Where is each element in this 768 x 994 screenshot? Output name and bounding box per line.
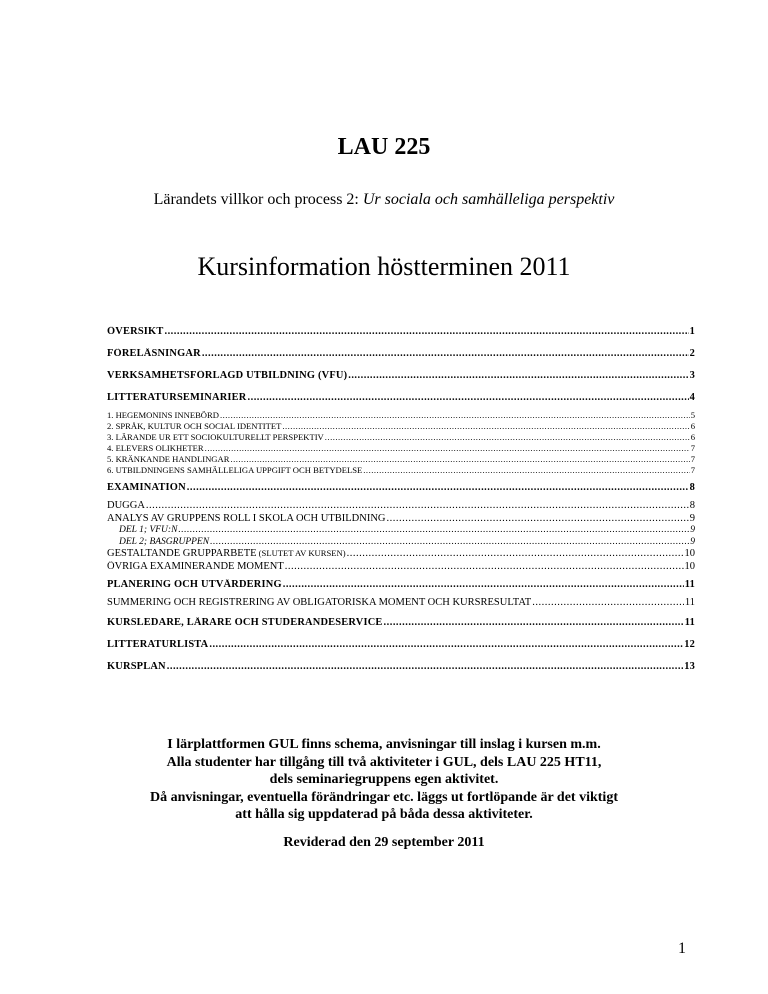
toc-entry-planering[interactable] (107, 579, 695, 592)
table-of-contents (107, 326, 695, 683)
toc-entry-examination[interactable] (107, 482, 695, 495)
toc-page-number: 10 (684, 548, 695, 559)
toc-leader (202, 348, 689, 359)
document-heading: Kursinformation höstterminen 2011 (197, 252, 571, 281)
toc-page-number: 8 (689, 482, 695, 493)
toc-leader (325, 432, 690, 442)
toc-label: LITTERATURLISTA (107, 638, 209, 650)
toc-entry-topic-4[interactable] (107, 443, 695, 454)
toc-leader (205, 443, 690, 453)
toc-leader (178, 525, 689, 535)
gul-notice (0, 736, 768, 824)
course-code-title: LAU 225 (337, 134, 431, 160)
toc-entry-litteraturseminarier[interactable] (107, 392, 695, 405)
toc-label: DUGGA (107, 500, 145, 511)
toc-leader (210, 537, 689, 547)
toc-page-number: 1 (689, 326, 695, 337)
toc-page-number: 12 (684, 638, 695, 650)
subtitle-italic: Ur sociala och samhälleliga perspektiv (362, 191, 615, 208)
toc-label-main: GESTALTANDE GRUPPARBETE (107, 548, 257, 559)
revision-date: Reviderad den 29 september 2011 (283, 835, 485, 850)
toc-label-suffix: (SLUTET AV KURSEN) (256, 548, 346, 558)
toc-page-number: 10 (684, 560, 695, 572)
toc-page-number: 5 (690, 410, 695, 420)
toc-label: 4. ELEVERS OLIKHETER (107, 443, 204, 453)
toc-leader (532, 597, 684, 608)
toc-entry-oversikt[interactable] (107, 326, 695, 339)
toc-leader (347, 548, 684, 559)
toc-label: ÖVRIGA EXAMINERANDE MOMENT (107, 560, 284, 572)
toc-page-number: 11 (684, 597, 695, 608)
toc-page-number: 7 (690, 443, 695, 453)
toc-page-number: 7 (690, 465, 695, 475)
toc-leader (146, 500, 689, 511)
toc-leader (363, 465, 689, 475)
toc-entry-del-1[interactable] (107, 525, 695, 537)
toc-entry-analys[interactable] (107, 513, 695, 526)
toc-page-number: 11 (684, 616, 695, 628)
toc-entry-ovriga[interactable] (107, 561, 695, 574)
toc-page-number: 6 (690, 421, 695, 431)
notice-line-3: dels seminariegruppens egen aktivitet. (269, 772, 499, 787)
toc-page-number: 9 (689, 512, 695, 524)
subtitle-regular: Lärandets villkor och process 2: (153, 191, 363, 208)
toc-entry-topic-1[interactable] (107, 410, 695, 421)
toc-label: PLANERING OCH UTVÄRDERING (107, 579, 282, 590)
notice-line-2: Alla studenter har tillgång till två aktiviteter i GUL, dels LAU 225 HT11, (166, 754, 602, 770)
toc-label: LITTERATURSEMINARIER (107, 392, 247, 403)
toc-label (107, 548, 347, 559)
toc-entry-topic-6[interactable] (107, 465, 695, 476)
toc-label: SUMMERING OCH REGISTRERING AV OBLIGATORISKA MOMENT OCH KURSRESULTAT (107, 597, 532, 608)
toc-label: 2. SPRÅK, KULTUR OCH SOCIAL IDENTITET (107, 421, 282, 431)
toc-page-number: 8 (689, 500, 695, 511)
toc-page-number: 6 (690, 432, 695, 442)
toc-entry-summering[interactable] (107, 597, 695, 610)
toc-label: VERKSAMHETSFÖRLAGD UTBILDNING (VFU) (107, 370, 348, 381)
toc-label: 5. KRÄNKANDE HANDLINGAR (107, 454, 230, 464)
toc-leader (283, 579, 684, 590)
notice-line-1: I lärplattformen GUL finns schema, anvisningar till inslag i kursen m.m. (167, 737, 601, 752)
toc-seminar-topics (107, 410, 695, 476)
toc-label: FÖRELÄSNINGAR (107, 348, 201, 359)
toc-page-number: 3 (689, 370, 695, 381)
toc-page-number: 4 (689, 392, 695, 403)
toc-label: 3. LÄRANDE UR ETT SOCIOKULTURELLT PERSPEKTIV (107, 432, 324, 442)
toc-leader (220, 410, 690, 420)
toc-leader (348, 370, 688, 381)
toc-page-number: 13 (684, 660, 695, 672)
toc-entry-kursplan[interactable] (107, 661, 695, 674)
toc-entry-del-2[interactable] (107, 537, 695, 549)
toc-leader (209, 639, 683, 650)
toc-label: DEL 2; BASGRUPPEN (119, 536, 210, 547)
toc-planering-items (107, 597, 695, 610)
toc-entry-litteraturlista[interactable] (107, 639, 695, 652)
toc-entry-gestaltande[interactable] (107, 548, 695, 561)
toc-label: ÖVERSIKT (107, 326, 164, 337)
course-subtitle (0, 191, 768, 209)
toc-page-number: 11 (684, 579, 695, 590)
toc-entry-dugga[interactable] (107, 500, 695, 513)
toc-label: KURSPLAN (107, 660, 166, 672)
toc-leader (387, 513, 689, 524)
toc-label: KURSLEDARE, LÄRARE OCH STUDERANDESERVICE (107, 616, 383, 628)
toc-page-number: 2 (689, 348, 695, 359)
toc-entry-kursledare[interactable] (107, 617, 695, 630)
notice-line-4: Då anvisningar, eventuella förändringar etc. läggs ut fortlöpande är det viktigt (150, 789, 618, 805)
notice-line-5: att hålla sig uppdaterad på båda dessa aktiviteter. (235, 807, 533, 822)
toc-leader (285, 561, 684, 572)
toc-entry-forelasningar[interactable] (107, 348, 695, 361)
toc-label: ANALYS AV GRUPPENS ROLL I SKOLA OCH UTBILDNING (107, 512, 386, 524)
toc-leader (384, 617, 684, 628)
toc-entry-topic-5[interactable] (107, 454, 695, 465)
toc-leader (164, 326, 688, 337)
toc-label: 1. HEGEMONINS INNEBÖRD (107, 410, 219, 420)
toc-leader (230, 454, 689, 464)
toc-entry-vfu[interactable] (107, 370, 695, 383)
toc-leader (282, 421, 689, 431)
toc-leader (167, 661, 683, 672)
toc-entry-topic-2[interactable] (107, 421, 695, 432)
toc-page-number: 7 (690, 454, 695, 464)
toc-label: DEL 1; VFU:N (119, 525, 178, 535)
toc-entry-topic-3[interactable] (107, 432, 695, 443)
toc-examination-items (107, 500, 695, 573)
page-number: 1 (678, 940, 686, 957)
toc-leader (187, 482, 689, 493)
toc-leader (248, 392, 689, 403)
toc-page-number: 9 (690, 536, 695, 547)
toc-page-number: 9 (690, 525, 695, 535)
toc-label: EXAMINATION (107, 482, 186, 493)
toc-label: 6. UTBILDNINGENS SAMHÄLLELIGA UPPGIFT OCH BETYDELSE (107, 465, 363, 475)
